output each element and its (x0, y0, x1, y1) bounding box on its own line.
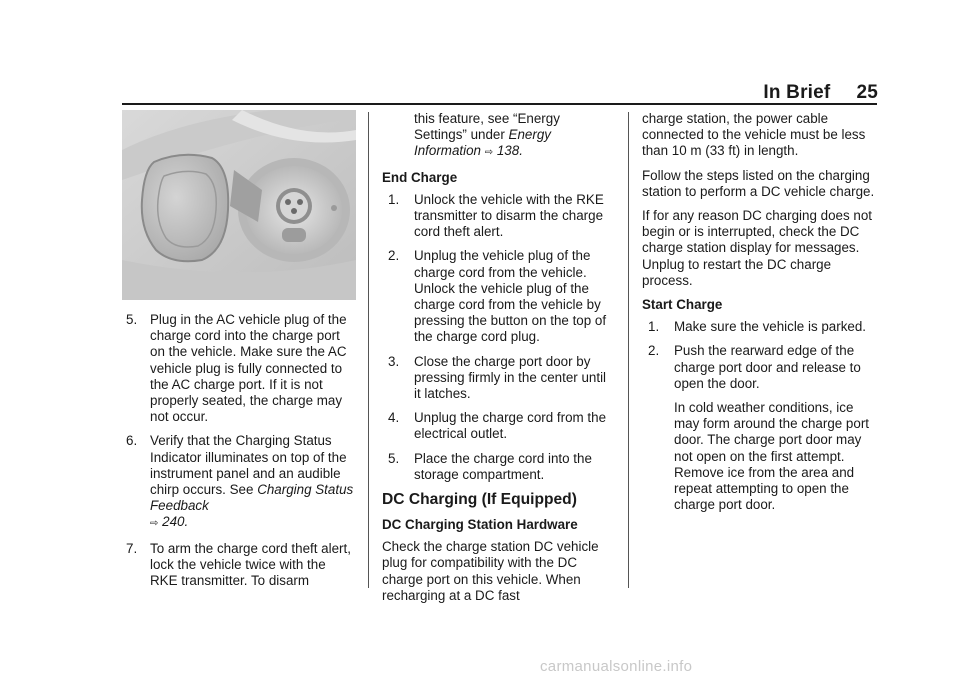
cross-reference[interactable]: Charging Status Feedback ⇨ 240. (150, 482, 354, 530)
cross-reference[interactable]: Energy Information ⇨ 138. (414, 127, 551, 159)
cold-weather-note: In cold weather conditions, ice may form around the charge port door. The charge port door may not open on the first attempt. Remove ice from the area and repeat attempting to open the charge port door. (674, 400, 870, 513)
hardware-label: DC Charging Station Hardware (382, 517, 578, 533)
page-number: 25 (856, 82, 878, 103)
step-6: 6. Verify that the Charging Status Indicator illuminates on top of the instrument panel and an audible chirp occurs. See Charging Status Feedback ⇨ 240. (126, 433, 354, 530)
list-item: 2. Push the rearward edge of the charge port door and release to open the door. (648, 343, 861, 391)
start-charge-label: Start Charge (642, 297, 723, 313)
list-item: 3. Close the charge port door by pressing firmly in the center until it latches. (388, 353, 607, 402)
header-rule (122, 103, 877, 105)
step-7: 7. To arm the charge cord theft alert, lock the vehicle twice with the RKE transmitter. To disarm (126, 540, 351, 589)
continued-text: this feature, see “Energy Settings” under Energy Information ⇨ 138. (414, 111, 560, 159)
list-item: 1. Make sure the vehicle is parked. (648, 319, 867, 335)
watermark: carmanualsonline.info (540, 658, 693, 675)
page-header (763, 82, 878, 104)
hardware-paragraph: Check the charge station DC vehicle plug for compatibility with the DC charge port on this vehicle. When recharging at a DC fast (382, 539, 599, 603)
column-3 (642, 111, 878, 521)
paragraph-1: charge station, the power cable connected to the vehicle must be less than 10 m (33 ft) in length. (642, 111, 866, 159)
column-divider-2 (628, 112, 629, 588)
paragraph-2: Follow the steps listed on the charging station to perform a DC vehicle charge. (642, 167, 875, 199)
list-item: 1. Unlock the vehicle with the RKE transmitter to disarm the charge cord theft alert. (388, 191, 604, 240)
list-item: 5. Place the charge cord into the storage compartment. (388, 450, 592, 482)
column-2 (382, 111, 614, 612)
list-item: 4. Unplug the charge cord from the electrical outlet. (388, 410, 607, 442)
end-charge-steps (382, 192, 614, 483)
column-divider-1 (368, 112, 369, 588)
column-1 (122, 110, 356, 597)
end-charge-label: End Charge (382, 169, 458, 185)
section-title: In Brief (763, 82, 831, 103)
dc-charging-heading: DC Charging (If Equipped) (382, 491, 577, 509)
charge-port-illustration (122, 110, 356, 300)
step-5: 5. Plug in the AC vehicle plug of the charge cord into the charge port on the vehicle. Make sure the AC vehicle plug is fully connected to the AC charge port. If it is not properly seated, the charge may not occur. (126, 312, 347, 425)
page-arrow-icon: ⇨ (150, 518, 159, 530)
page-arrow-icon: ⇨ (484, 147, 494, 159)
list-item: 2. Unplug the vehicle plug of the charge cord from the vehicle. Unlock the vehicle plug of the charge cord from the vehicle by pressing the button on the top of the charge cord plug. (388, 248, 607, 345)
paragraph-3: If for any reason DC charging does not begin or is interrupted, check the DC charge station display for messages. Unplug to restart the DC charge process. (642, 208, 873, 288)
